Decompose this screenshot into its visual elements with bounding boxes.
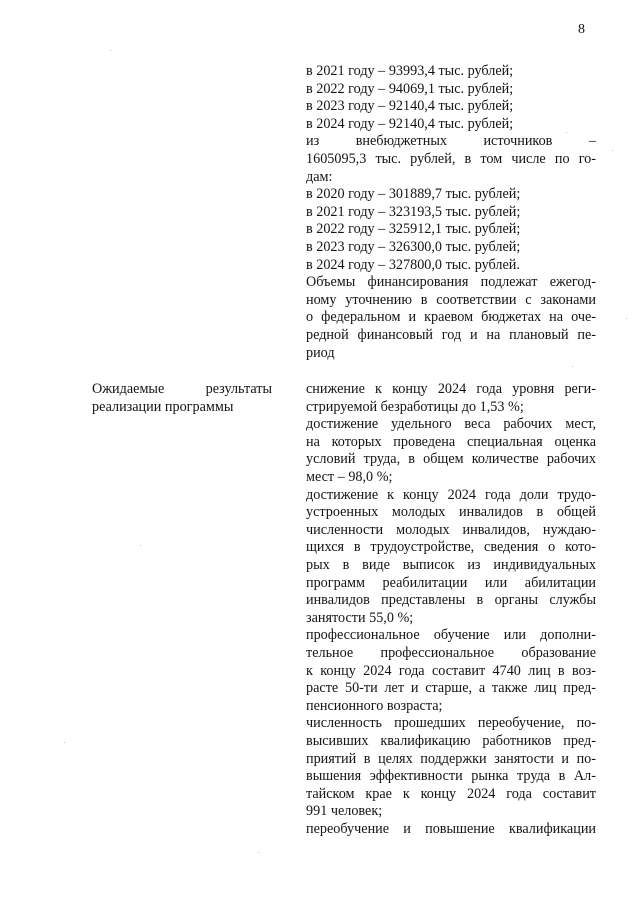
results-line: снижение к концу 2024 года уровня реги- [306, 381, 596, 397]
financing-line: 1605095,3 тыс. рублей, в том числе по го- [306, 151, 596, 167]
results-label-line: реализации программы [92, 398, 234, 415]
results-line: вышения эффективности рынка труда в Ал- [306, 768, 596, 785]
results-line: достижение к концу 2024 года доли трудо- [306, 486, 596, 503]
results-line: достижение удельного веса рабочих мест, [306, 416, 596, 433]
results-line: расте 50-ти лет и старше, а также лиц пред- [306, 680, 596, 697]
results-line: переобучение и повышение квалификации [306, 821, 596, 837]
financing-line: Объемы финансирования подлежат ежегод- [306, 274, 596, 291]
results-line: программ реабилитации или абилитации [306, 574, 596, 591]
results-line: мест – 98,0 %; [306, 469, 393, 485]
results-line: тайском крае к концу 2024 года составит [306, 785, 596, 802]
results-line: к концу 2024 года составит 4740 лиц в воз- [306, 662, 596, 679]
scan-speck [140, 545, 141, 546]
results-line: высивших квалификацию работников пред- [306, 733, 596, 749]
financing-line: в 2023 году – 92140,4 тыс. рублей; [306, 98, 514, 115]
results-line: щихся в трудоустройстве, сведения о кото- [306, 539, 596, 556]
page-number: 8 [578, 22, 585, 37]
financing-line: в 2021 году – 93993,4 тыс. рублей; [306, 63, 514, 79]
results-line: стрируемой безработицы до 1,53 %; [306, 398, 524, 415]
financing-line: из внебюджетных источников – [306, 133, 596, 150]
financing-line: ному уточнению в соответствии с законами [306, 291, 596, 308]
results-line: тельное профессиональное образование [306, 645, 596, 661]
financing-line: дам: [306, 168, 333, 185]
financing-line: в 2022 году – 94069,1 тыс. рублей; [306, 80, 514, 97]
scan-speck [626, 318, 627, 319]
results-line: устроенных молодых инвалидов в общей [306, 504, 596, 521]
results-line: численности молодых инвалидов, нуждаю- [306, 521, 596, 538]
results-line: на которых проведена специальная оценка [306, 433, 596, 450]
financing-line: в 2022 году – 325912,1 тыс. рублей; [306, 221, 521, 238]
financing-line: в 2021 году – 323193,5 тыс. рублей; [306, 203, 521, 220]
financing-line: в 2024 году – 327800,0 тыс. рублей. [306, 256, 520, 273]
results-line: условий труда, в общем количестве рабочих [306, 451, 596, 468]
results-line: приятий в целях поддержки занятости и по- [306, 750, 596, 767]
financing-line: о федеральном и краевом бюджетах на оче- [306, 309, 596, 326]
results-label-line: Ожидаемые результаты [92, 381, 272, 397]
results-line: пенсионного возраста; [306, 697, 443, 714]
results-line: численность прошедших переобучение, по- [306, 715, 596, 732]
results-line: рых в виде выписок из индивидуальных [306, 557, 596, 573]
scan-speck [566, 132, 567, 133]
financing-line: в 2020 году – 301889,7 тыс. рублей; [306, 186, 521, 203]
scan-speck [64, 742, 65, 743]
results-line: 991 человек; [306, 803, 383, 820]
results-line: инвалидов представлены в органы службы [306, 592, 596, 609]
financing-line: редной финансовый год и на плановый пе- [306, 327, 596, 343]
scan-speck [110, 50, 111, 51]
financing-line: в 2023 году – 326300,0 тыс. рублей; [306, 239, 521, 255]
scan-speck [612, 150, 613, 151]
scan-speck [258, 852, 259, 853]
scan-speck [572, 366, 573, 367]
financing-line: риод [306, 344, 335, 361]
financing-line: в 2024 году – 92140,4 тыс. рублей; [306, 115, 514, 132]
results-line: профессиональное обучение или дополни- [306, 627, 596, 644]
results-line: занятости 55,0 %; [306, 609, 414, 626]
